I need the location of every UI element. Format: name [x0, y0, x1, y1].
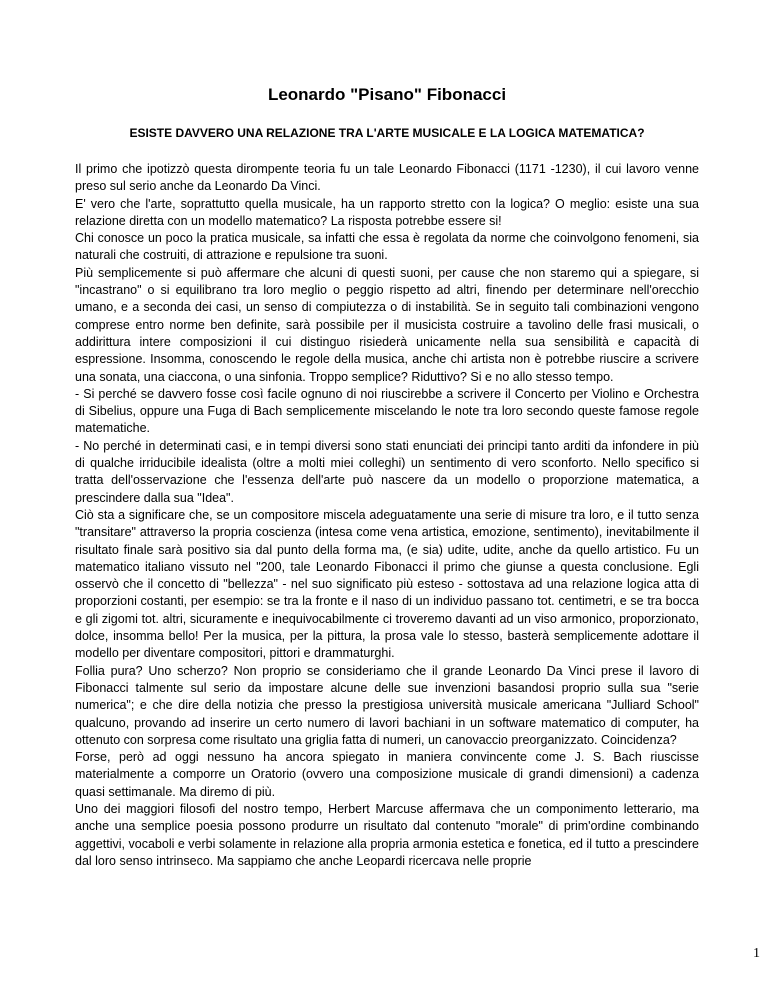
body-paragraph: Il primo che ipotizzò questa dirompente teoria fu un tale Leonardo Fibonacci (1171 -1230), il cui lavoro venne preso sul serio anche da Leonardo Da Vinci. — [75, 162, 699, 194]
body-paragraph: Uno dei maggiori filosofi del nostro tempo, Herbert Marcuse affermava che un componimento letterario, ma anche una semplice poesia possono produrre un risultato dal contenuto "morale" di prim'ordine combinando aggettivi, vocaboli e verbi solamente in relazione alla propria armonia estetica e fonetica, ed il tutto a prescindere dal loro senso intrinseco. Ma sappiamo che anche Leopardi ricercava nelle proprie — [75, 801, 699, 868]
document-title: Leonardo "Pisano" Fibonacci — [267, 85, 507, 104]
document-page — [75, 84, 699, 870]
body-paragraph: Più semplicemente si può affermare che alcuni di questi suoni, per cause che non staremo qui a spiegare, si "incastrano" o si equilibrano tra loro meglio o peggio rispetto ad altri, finendo per determinare nell'orecchio umano, e a seconda dei casi, un senso di compiutezza o di instabilità. Se in seguito tali combinazioni vengono comprese entro norme ben definite, sarà possibile per il musicista costruire a tavolino delle frasi musicali, o addirittura intere composizioni il cui distinguo risiederà unicamente nella sua sensibilità e capacità di espressione. Insomma, conoscendo le regole della musica, anche chi artista non è potrebbe riuscire a scrivere una sonata, una ciaccona, o una sinfonia. Troppo semplice? Riduttivo? Si e no allo stesso tempo. — [75, 265, 699, 384]
body-paragraph: E' vero che l'arte, soprattutto quella musicale, ha un rapporto stretto con la logica? O meglio: esiste una sua relazione diretta con un modello matematico? La risposta potrebbe essere si! — [75, 196, 699, 228]
body-paragraph: - No perché in determinati casi, e in tempi diversi sono stati enunciati dei principi tanto arditi da infondere in più di qualche irriducibile idealista (oltre a molti miei colleghi) un sentimento di vero sconforto. Nello specifico si tratta dell'osservazione che l'essenza dell'arte può nascere da un modello o proporzione matematica, a prescindere dalla sua "Idea". — [75, 438, 699, 505]
page-number: 1 — [753, 946, 760, 961]
document-body — [75, 161, 699, 870]
body-paragraph: Follia pura? Uno scherzo? Non proprio se consideriamo che il grande Leonardo Da Vinci prese il lavoro di Fibonacci talmente sul serio da impostare alcune delle sue invenzioni basandosi proprio sulla sua "serie numerica"; e che dire della notizia che presso la prestigiosa università musicale americana "Julliard School" qualcuno, provando ad inserire un certo numero di lavori bachiani in un software matematico di computer, ha ottenuto con sorpresa come risultato una griglia fatta di numeri, un canovaccio preorganizzato. Coincidenza? — [75, 663, 699, 747]
body-paragraph: Chi conosce un poco la pratica musicale, sa infatti che essa è regolata da norme che coinvolgono fenomeni, sia naturali che costruiti, di attrazione e repulsione tra suoni. — [75, 231, 699, 263]
body-paragraph: - Si perché se davvero fosse così facile ognuno di noi riuscirebbe a scrivere il Concerto per Violino e Orchestra di Sibelius, oppure una Fuga di Bach semplicemente miscelando le note tra loro secondo queste famose regole matematiche. — [75, 386, 699, 436]
document-subtitle: ESISTE DAVVERO UNA RELAZIONE TRA L'ARTE MUSICALE E LA LOGICA MATEMATICA? — [129, 126, 645, 140]
body-paragraph: Forse, però ad oggi nessuno ha ancora spiegato in maniera convincente come J. S. Bach riuscisse materialmente a comporre un Oratorio (ovvero una composizione musicale di grandi dimensioni) a cadenza quasi settimanale. Ma diremo di più. — [75, 750, 699, 799]
body-paragraph: Ciò sta a significare che, se un compositore miscela adeguatamente una serie di misure tra loro, e il tutto senza "transitare" attraverso la propria coscienza (intesa come vena artistica, emozione, sentimento), inevitabilmente il risultato finale sarà positivo sia dal punto della forma ma, (e sia) udite, udite, anche da quello artistico. Fu un matematico italiano vissuto nel "200, tale Leonardo Fibonacci il primo che giunse a questa conclusione. Egli osservò che il concetto di "bellezza" - nel suo significato più esteso - sottostava ad una relazione logica atta di proporzioni costanti, per esempio: se tra la fronte e il naso di un individuo passano tot. centimetri, e se tra bocca e gli zigomi tot. altri, sicuramente e inequivocabilmente ci troveremo davanti ad un viso armonico, proporzionato, dolce, insomma bello! Per la musica, per la pittura, la prosa vale lo stesso, basterà semplicemente adottare il modello per diventare compositori, pittori e drammaturghi. — [75, 507, 699, 661]
